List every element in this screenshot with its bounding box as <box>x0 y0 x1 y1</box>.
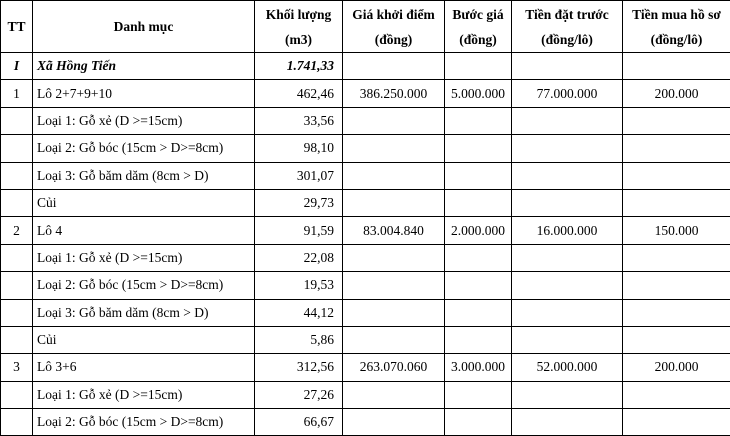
row-dossier: 150.000 <box>623 217 730 244</box>
row-dossier <box>623 381 730 408</box>
row-volume: 312,56 <box>255 354 343 381</box>
row-tt <box>1 189 33 216</box>
header-start-price: Giá khởi điểm (đồng) <box>343 1 445 53</box>
row-step <box>445 381 512 408</box>
row-tt <box>1 299 33 326</box>
row-dossier <box>623 107 730 134</box>
table-row <box>1 217 730 244</box>
table-row <box>1 80 730 107</box>
row-step <box>445 135 512 162</box>
row-price <box>343 299 445 326</box>
row-price: 83.004.840 <box>343 217 445 244</box>
row-step <box>445 244 512 271</box>
row-volume: 29,73 <box>255 189 343 216</box>
table-row <box>1 135 730 162</box>
row-dossier <box>623 135 730 162</box>
row-volume: 5,86 <box>255 326 343 353</box>
row-dossier <box>623 244 730 271</box>
row-price <box>343 189 445 216</box>
row-dossier: 200.000 <box>623 80 730 107</box>
row-dossier <box>623 53 730 80</box>
row-price: 386.250.000 <box>343 80 445 107</box>
row-dossier <box>623 189 730 216</box>
row-dossier <box>623 272 730 299</box>
row-deposit <box>512 326 623 353</box>
row-deposit <box>512 299 623 326</box>
row-step <box>445 272 512 299</box>
row-price <box>343 135 445 162</box>
table-row <box>1 162 730 189</box>
header-deposit: Tiền đặt trước (đồng/lô) <box>512 1 623 53</box>
row-tt: 1 <box>1 80 33 107</box>
row-step <box>445 326 512 353</box>
row-step <box>445 53 512 80</box>
table-row <box>1 354 730 381</box>
row-tt: 2 <box>1 217 33 244</box>
row-price <box>343 381 445 408</box>
row-volume: 27,26 <box>255 381 343 408</box>
row-tt <box>1 162 33 189</box>
row-tt <box>1 272 33 299</box>
row-step <box>445 189 512 216</box>
row-tt: 3 <box>1 354 33 381</box>
row-volume: 301,07 <box>255 162 343 189</box>
row-dossier <box>623 162 730 189</box>
row-name: Xã Hồng Tiến <box>33 53 255 80</box>
row-deposit <box>512 107 623 134</box>
row-step: 3.000.000 <box>445 354 512 381</box>
row-name: Loại 1: Gỗ xẻ (D >=15cm) <box>33 381 255 408</box>
row-step <box>445 162 512 189</box>
row-tt <box>1 135 33 162</box>
table-row <box>1 326 730 353</box>
row-deposit <box>512 135 623 162</box>
row-deposit <box>512 53 623 80</box>
row-dossier <box>623 326 730 353</box>
row-volume: 66,67 <box>255 409 343 436</box>
row-tt <box>1 326 33 353</box>
row-name: Loại 2: Gỗ bóc (15cm > D>=8cm) <box>33 409 255 436</box>
row-tt <box>1 381 33 408</box>
header-row <box>1 1 730 53</box>
row-name: Loại 1: Gỗ xẻ (D >=15cm) <box>33 107 255 134</box>
row-deposit <box>512 162 623 189</box>
row-step <box>445 299 512 326</box>
header-dossier: Tiền mua hồ sơ (đồng/lô) <box>623 1 730 53</box>
table-row <box>1 53 730 80</box>
row-step: 5.000.000 <box>445 80 512 107</box>
row-volume: 91,59 <box>255 217 343 244</box>
row-deposit: 77.000.000 <box>512 80 623 107</box>
table-row <box>1 381 730 408</box>
row-volume: 33,56 <box>255 107 343 134</box>
row-deposit <box>512 272 623 299</box>
row-volume: 19,53 <box>255 272 343 299</box>
row-price <box>343 244 445 271</box>
row-tt <box>1 244 33 271</box>
row-dossier <box>623 299 730 326</box>
row-deposit <box>512 189 623 216</box>
row-name: Loại 3: Gỗ băm dăm (8cm > D) <box>33 299 255 326</box>
row-name: Lô 2+7+9+10 <box>33 80 255 107</box>
row-name: Củi <box>33 189 255 216</box>
row-price <box>343 107 445 134</box>
row-deposit: 52.000.000 <box>512 354 623 381</box>
table-row <box>1 272 730 299</box>
row-price: 263.070.060 <box>343 354 445 381</box>
row-dossier: 200.000 <box>623 354 730 381</box>
table-row <box>1 299 730 326</box>
row-step <box>445 107 512 134</box>
row-tt <box>1 107 33 134</box>
row-name: Củi <box>33 326 255 353</box>
row-volume: 462,46 <box>255 80 343 107</box>
header-tt: TT <box>1 1 33 53</box>
row-name: Lô 3+6 <box>33 354 255 381</box>
row-price <box>343 53 445 80</box>
row-step: 2.000.000 <box>445 217 512 244</box>
row-deposit <box>512 381 623 408</box>
row-price <box>343 272 445 299</box>
row-volume: 44,12 <box>255 299 343 326</box>
row-deposit <box>512 244 623 271</box>
row-name: Lô 4 <box>33 217 255 244</box>
row-name: Loại 2: Gỗ bóc (15cm > D>=8cm) <box>33 272 255 299</box>
table-row <box>1 107 730 134</box>
row-price <box>343 326 445 353</box>
row-name: Loại 1: Gỗ xẻ (D >=15cm) <box>33 244 255 271</box>
row-volume: 1.741,33 <box>255 53 343 80</box>
row-name: Loại 3: Gỗ băm dăm (8cm > D) <box>33 162 255 189</box>
header-volume: Khối lượng (m3) <box>255 1 343 53</box>
header-step: Bước giá (đồng) <box>445 1 512 53</box>
row-name: Loại 2: Gỗ bóc (15cm > D>=8cm) <box>33 135 255 162</box>
row-volume: 98,10 <box>255 135 343 162</box>
header-category: Danh mục <box>33 1 255 53</box>
row-tt: I <box>1 53 33 80</box>
row-volume: 22,08 <box>255 244 343 271</box>
table-row <box>1 244 730 271</box>
row-deposit: 16.000.000 <box>512 217 623 244</box>
table-row <box>1 189 730 216</box>
row-price <box>343 162 445 189</box>
